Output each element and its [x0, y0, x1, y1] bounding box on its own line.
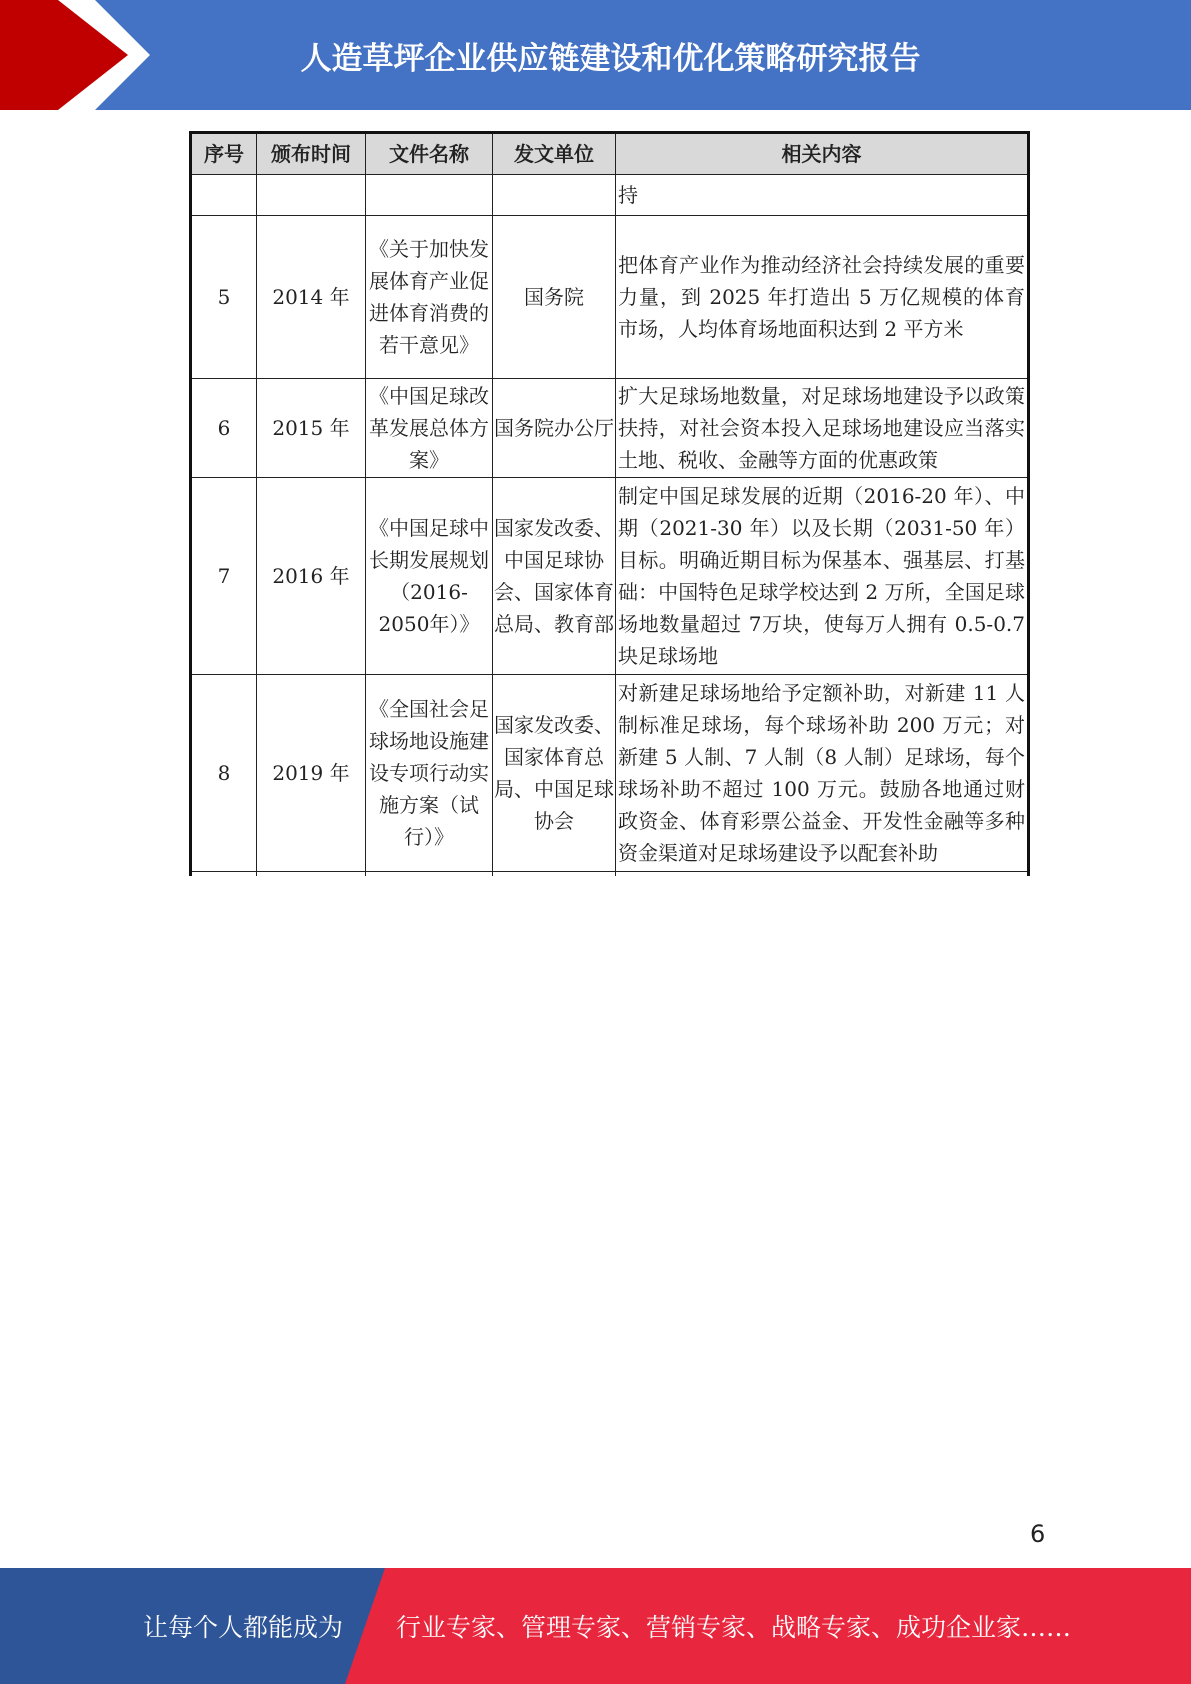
table-cell-empty	[257, 175, 366, 216]
table-row	[191, 379, 1029, 478]
table-cell-year: 2014 年	[257, 216, 366, 379]
table-cell-issuer: 国家发改委、中国足球协会、国家体育总局、教育部	[493, 478, 616, 675]
policy-table-wrapper	[189, 131, 1027, 876]
table-header-row	[191, 133, 1029, 175]
header-cell-content: 相关内容	[616, 133, 1029, 175]
page-footer	[0, 1568, 1191, 1684]
table-cell-no: 8	[191, 675, 257, 872]
table-row	[191, 675, 1029, 872]
table-cell-issuer: 国家发改委、国家体育总局、中国足球协会	[493, 675, 616, 872]
policy-table	[189, 131, 1030, 876]
header-chevron-decoration	[0, 0, 150, 110]
footer-slogan-right: 行业专家、管理专家、营销专家、战略专家、成功企业家……	[396, 1613, 1072, 1642]
table-cell-empty	[366, 175, 493, 216]
table-cell-empty	[191, 175, 257, 216]
table-cell-name: 《全国社会足球场地设施建设专项行动实施方案（试行）》	[366, 675, 493, 872]
table-cell-empty	[493, 872, 616, 877]
table-cell-empty	[191, 872, 257, 877]
footer-slogan-left: 让每个人都能成为	[143, 1613, 344, 1642]
table-cell-year: 2015 年	[257, 379, 366, 478]
table-cell-content: 对新建足球场地给予定额补助，对新建 11 人制标准足球场，每个球场补助 200 万元；对新建 5 人制、7 人制（8 人制）足球场，每个球场补助不超过 100 万元。鼓励各地通过财政资金、体育彩票公益金、开发性金融等多种资金渠道对足球场建设予以配套补助	[616, 675, 1029, 872]
table-row-continuation	[191, 175, 1029, 216]
table-cell-empty	[616, 872, 1029, 877]
table-cell-no: 5	[191, 216, 257, 379]
header-cell-date: 颁布时间	[257, 133, 366, 175]
table-cell-issuer: 国务院	[493, 216, 616, 379]
header-cell-issuer: 发文单位	[493, 133, 616, 175]
table-cell-name: 《中国足球中长期发展规划（2016-2050年）》	[366, 478, 493, 675]
table-cell-empty	[493, 175, 616, 216]
table-cell-empty	[257, 872, 366, 877]
table-cell-content: 把体育产业作为推动经济社会持续发展的重要力量，到 2025 年打造出 5 万亿规模的体育市场，人均体育场地面积达到 2 平方米	[616, 216, 1029, 379]
table-row	[191, 478, 1029, 675]
table-cell-content: 扩大足球场地数量，对足球场地建设予以政策扶持，对社会资本投入足球场地建设应当落实土地、税收、金融等方面的优惠政策	[616, 379, 1029, 478]
table-cell-year: 2019 年	[257, 675, 366, 872]
table-cell-name: 《关于加快发展体育产业促进体育消费的若干意见》	[366, 216, 493, 379]
header-cell-name: 文件名称	[366, 133, 493, 175]
table-cell-no: 7	[191, 478, 257, 675]
table-cell-issuer: 国务院办公厅	[493, 379, 616, 478]
table-cell-year: 2016 年	[257, 478, 366, 675]
page-header	[0, 0, 1191, 110]
table-cell-content: 持	[616, 175, 1029, 216]
table-cell-empty	[366, 872, 493, 877]
table-cell-name: 《中国足球改革发展总体方案》	[366, 379, 493, 478]
table-row-cutoff	[191, 872, 1029, 877]
page-title: 人造草坪企业供应链建设和优化策略研究报告	[300, 40, 921, 77]
table-cell-content: 制定中国足球发展的近期（2016-20 年）、中期（2021-30 年）以及长期（2031-50 年）目标。明确近期目标为保基本、强基层、打基础：中国特色足球学校达到 2 万所，全国足球场地数量超过 7万块，使每万人拥有 0.5-0.7 块足球场地	[616, 478, 1029, 675]
page-number: 6	[1030, 1520, 1046, 1548]
table-cell-no: 6	[191, 379, 257, 478]
header-cell-no: 序号	[191, 133, 257, 175]
table-row	[191, 216, 1029, 379]
